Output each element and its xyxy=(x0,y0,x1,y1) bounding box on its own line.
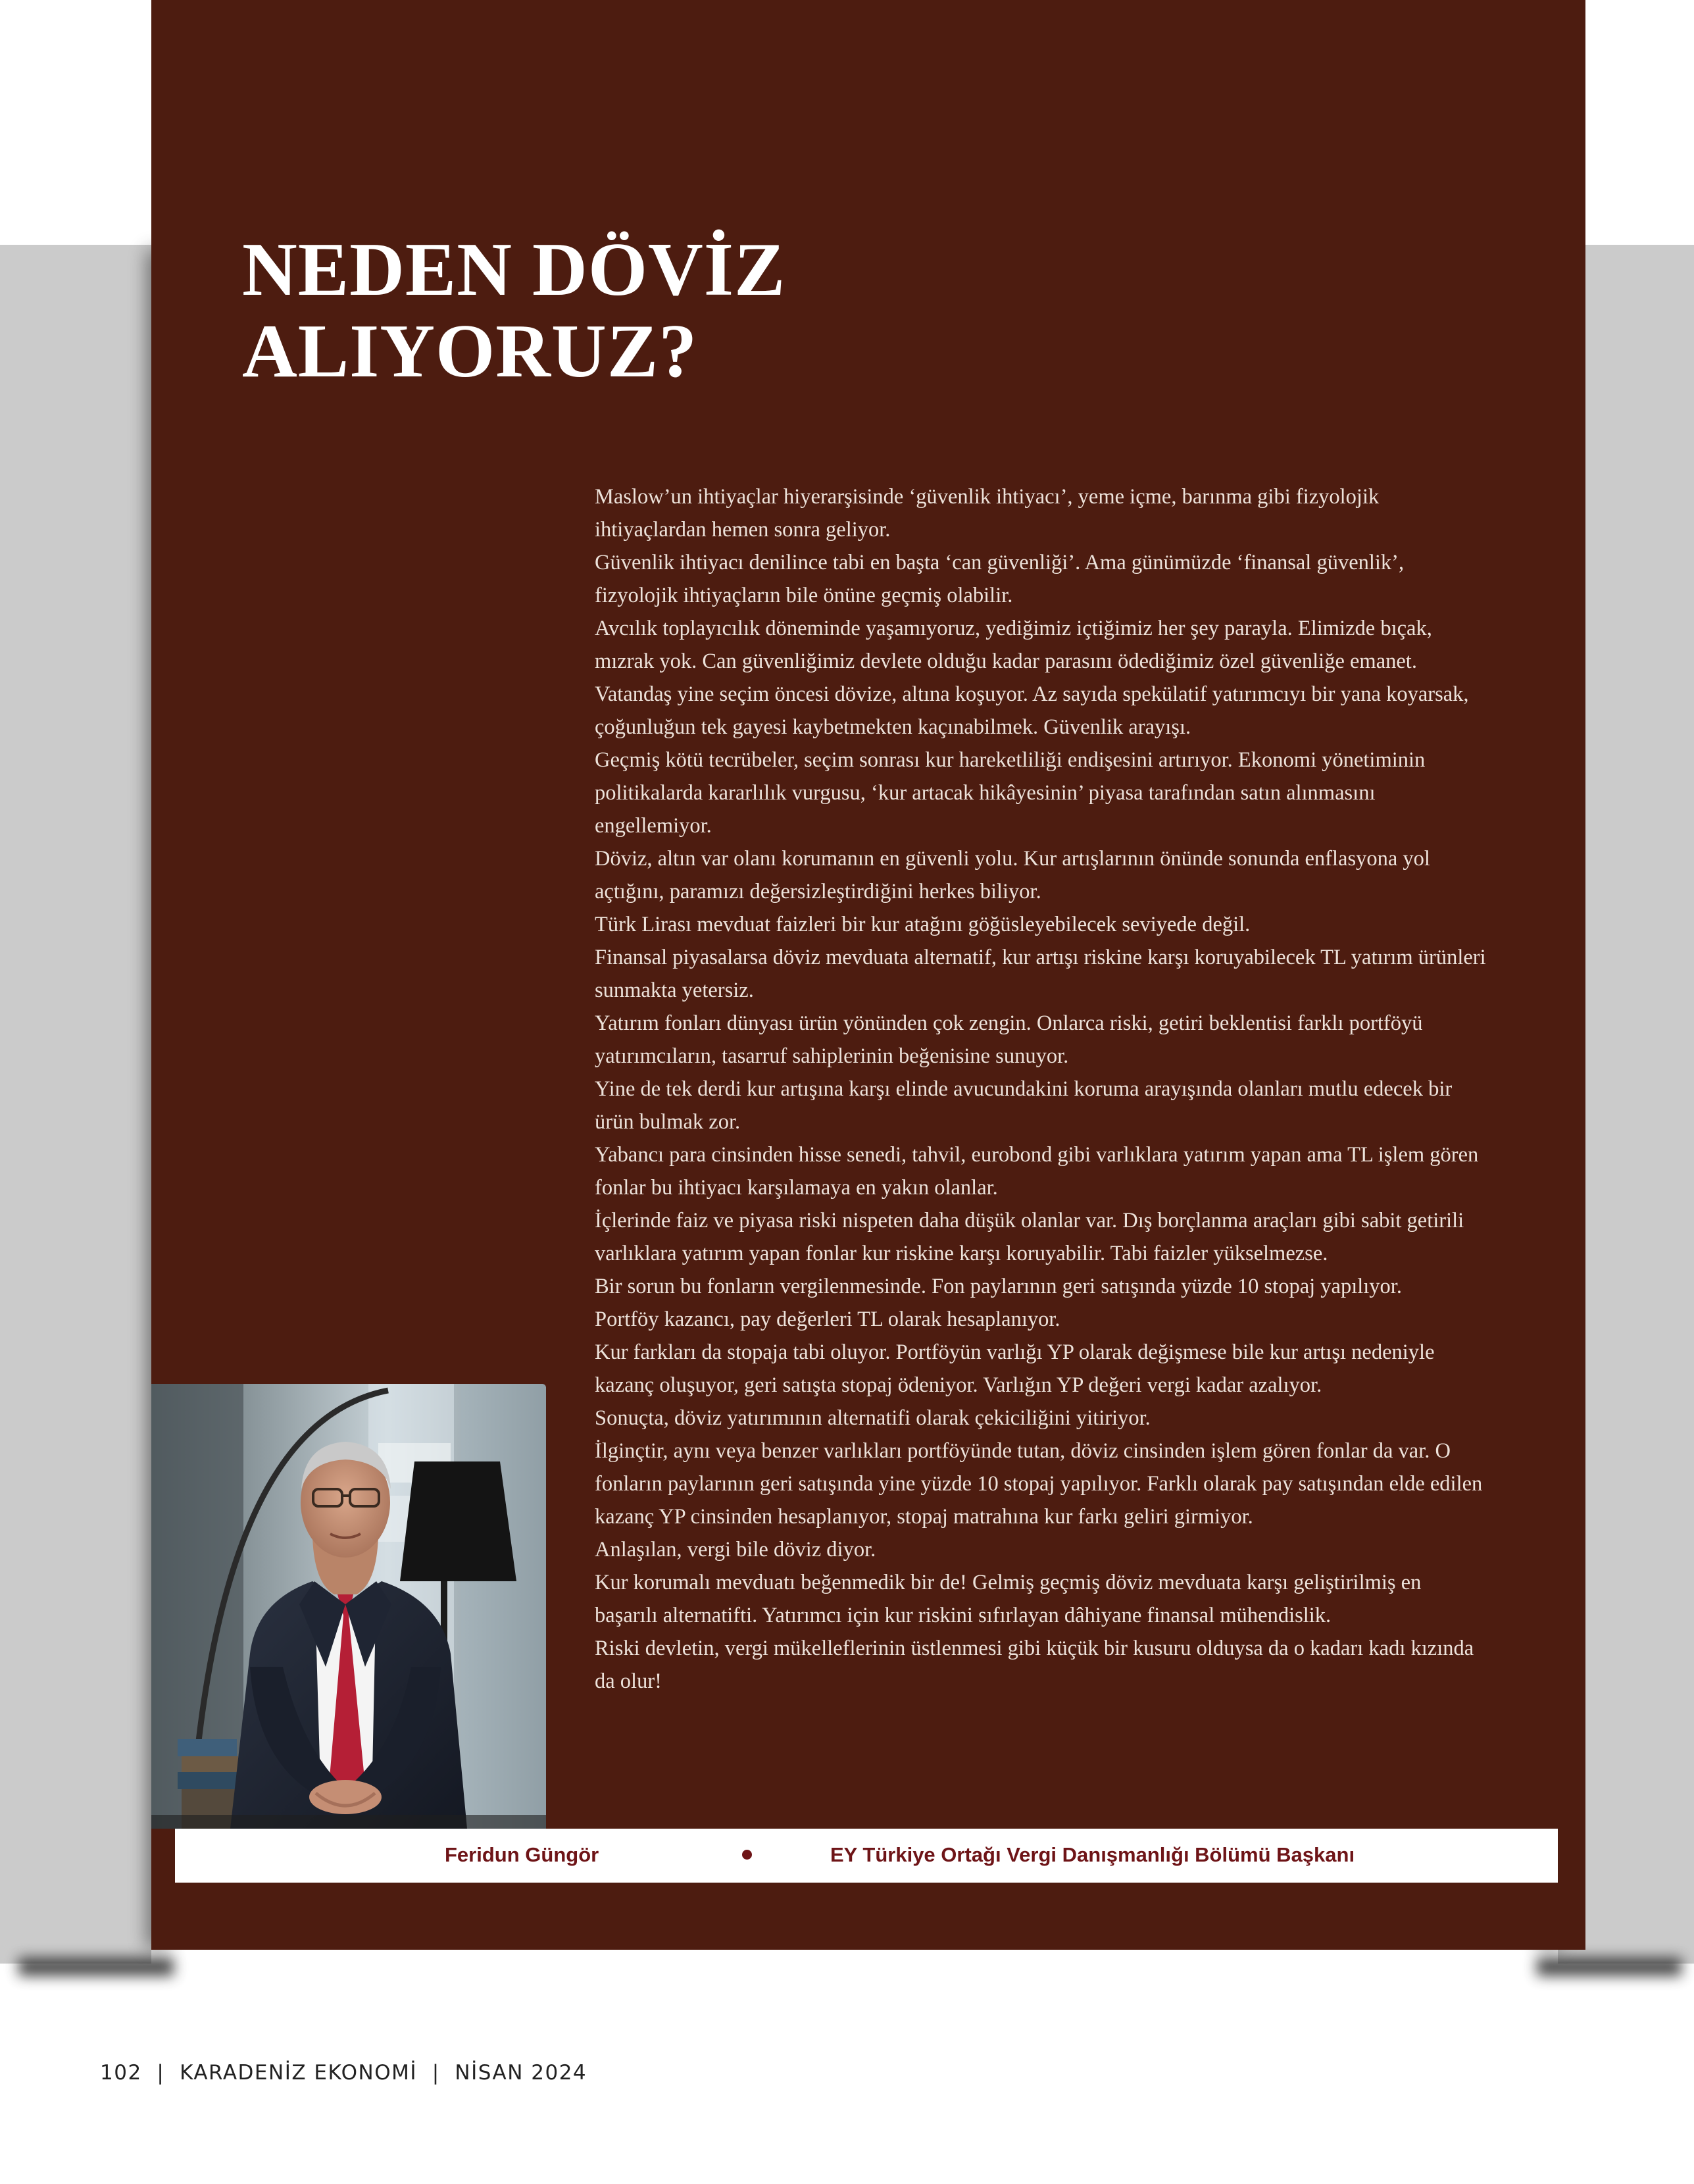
article-paragraph: Avcılık toplayıcılık döneminde yaşamıyoruz, yediğimiz içtiğimiz her şey parayla. Elimizde bıçak, mızrak yok. Can güvenliğimiz devlete olduğu kadar parasını ödediğimiz özel güvenliğe emanet. xyxy=(595,617,1432,673)
page-footer xyxy=(100,2061,587,2085)
left-panel-shadow xyxy=(18,1958,174,1976)
author-caption-bar xyxy=(175,1829,1558,1883)
article-paragraph: Yabancı para cinsinden hisse senedi, tahvil, eurobond gibi varlıklara yatırım yapan ama TL işlem gören fonlar bu ihtiyacı karşılamaya en yakın olanlar. xyxy=(595,1143,1479,1200)
title-line-2: ALIYORUZ? xyxy=(242,309,698,394)
author-photo xyxy=(151,1384,546,1829)
right-panel-shadow xyxy=(1537,1958,1682,1976)
article-paragraph: Yine de tek derdi kur artışına karşı elinde avucundakini koruma arayışında olanları mutlu edecek bir ürün bulmak zor. xyxy=(595,1077,1453,1134)
author-name: Feridun Güngör xyxy=(445,1843,599,1866)
article-paragraph: Yatırım fonları dünyası ürün yönünden çok zengin. Onlarca riski, getiri beklentisi farklı portföyü yatırımcıların, tasarruf sahiplerinin beğenisine sunuyor. xyxy=(595,1011,1423,1068)
article-body xyxy=(595,480,1489,1698)
article-paragraph: Vatandaş yine seçim öncesi dövize, altına koşuyor. Az sayıda spekülatif yatırımcıyı bir yana koyarsak, çoğunluğun tek gayesi kaybetmekten kaçınabilmek. Güvenlik arayışı. xyxy=(595,682,1469,739)
footer-separator: | xyxy=(157,2061,165,2085)
title-line-1: NEDEN DÖVİZ xyxy=(242,228,786,312)
article-paragraph: Kur korumalı mevduatı beğenmedik bir de! Gelmiş geçmiş döviz mevduata karşı geliştirilmiş en başarılı alternatifti. Yatırımcı için kur riskini sıfırlayan dâhiyane finansal mühendislik. xyxy=(595,1571,1422,1627)
issue-date: NİSAN 2024 xyxy=(455,2061,587,2085)
article-paragraph: İlginçtir, aynı veya benzer varlıkları portföyünde tutan, döviz cinsinden işlem gören fonlar da var. O fonların paylarının geri satışında yine yüzde 10 stopaj yapılıyor. Farklı olarak pay satışından elde edilen kazanç YP cinsinden hesaplanıyor, stopaj matrahına kur farkı geliri girmiyor. xyxy=(595,1439,1483,1529)
article-paragraph: Geçmiş kötü tecrübeler, seçim sonrası kur hareketliliği endişesini artırıyor. Ekonomi yönetiminin politikalarda kararlılık vurgusu, ‘kur artacak hikâyesinin’ piyasa tarafından satın alınmasını engellemiyor. xyxy=(595,748,1426,838)
article-paragraph: Güvenlik ihtiyacı denilince tabi en başta ‘can güvenliği’. Ama günümüzde ‘finansal güvenlik’, fizyolojik ihtiyaçların bile önüne geçmiş olabilir. xyxy=(595,551,1405,607)
article-paragraph: Riski devletin, vergi mükelleflerinin üstlenmesi gibi küçük bir kusuru olduysa da o kadarı kadı kızında da olur! xyxy=(595,1637,1474,1693)
article-paragraph: Sonuçta, döviz yatırımının alternatifi olarak çekiciliğini yitiriyor. xyxy=(595,1406,1151,1430)
article-paragraph: İçlerinde faiz ve piyasa riski nispeten daha düşük olanlar var. Dış borçlanma araçları gibi sabit getirili varlıklara yatırım yapan fonlar kur riskine karşı koruyabilir. Tabi faizler yükselmezse. xyxy=(595,1209,1464,1265)
article-paragraph: Anlaşılan, vergi bile döviz diyor. xyxy=(595,1538,876,1562)
article-title xyxy=(242,229,1032,392)
article-paragraph: Kur farkları da stopaja tabi oluyor. Portföyün varlığı YP olarak değişmese bile kur artışı nedeniyle kazanç oluşuyor, geri satışta stopaj ödeniyor. Varlığın YP değeri vergi kadar azalıyor. xyxy=(595,1340,1435,1397)
article-paragraph: Portföy kazancı, pay değerleri TL olarak hesaplanıyor. xyxy=(595,1308,1060,1331)
article-panel xyxy=(151,0,1585,1950)
footer-separator: | xyxy=(432,2061,440,2085)
article-paragraph: Döviz, altın var olanı korumanın en güvenli yolu. Kur artışlarının önünde sonunda enflasyona yol açtığını, paramızı değersizleştirdiğini herkes biliyor. xyxy=(595,847,1430,903)
article-paragraph: Finansal piyasalarsa döviz mevduata alternatif, kur artışı riskine karşı koruyabilecek TL yatırım ürünleri sunmakta yetersiz. xyxy=(595,946,1486,1002)
bullet-dot-icon xyxy=(742,1850,752,1860)
left-gray-panel xyxy=(0,245,151,1964)
article-paragraph: Türk Lirası mevduat faizleri bir kur atağını göğüsleyebilecek seviyede değil. xyxy=(595,913,1251,936)
article-paragraph: Maslow’un ihtiyaçlar hiyerarşisinde ‘güvenlik ihtiyacı’, yeme içme, barınma gibi fizyolojik ihtiyaçlardan hemen sonra geliyor. xyxy=(595,485,1380,542)
magazine-name: KARADENİZ EKONOMİ xyxy=(180,2061,418,2085)
author-role: EY Türkiye Ortağı Vergi Danışmanlığı Bölümü Başkanı xyxy=(830,1843,1355,1866)
page-number: 102 xyxy=(100,2061,142,2085)
article-paragraph: Bir sorun bu fonların vergilenmesinde. Fon paylarının geri satışında yüzde 10 stopaj yapılıyor. xyxy=(595,1275,1402,1298)
